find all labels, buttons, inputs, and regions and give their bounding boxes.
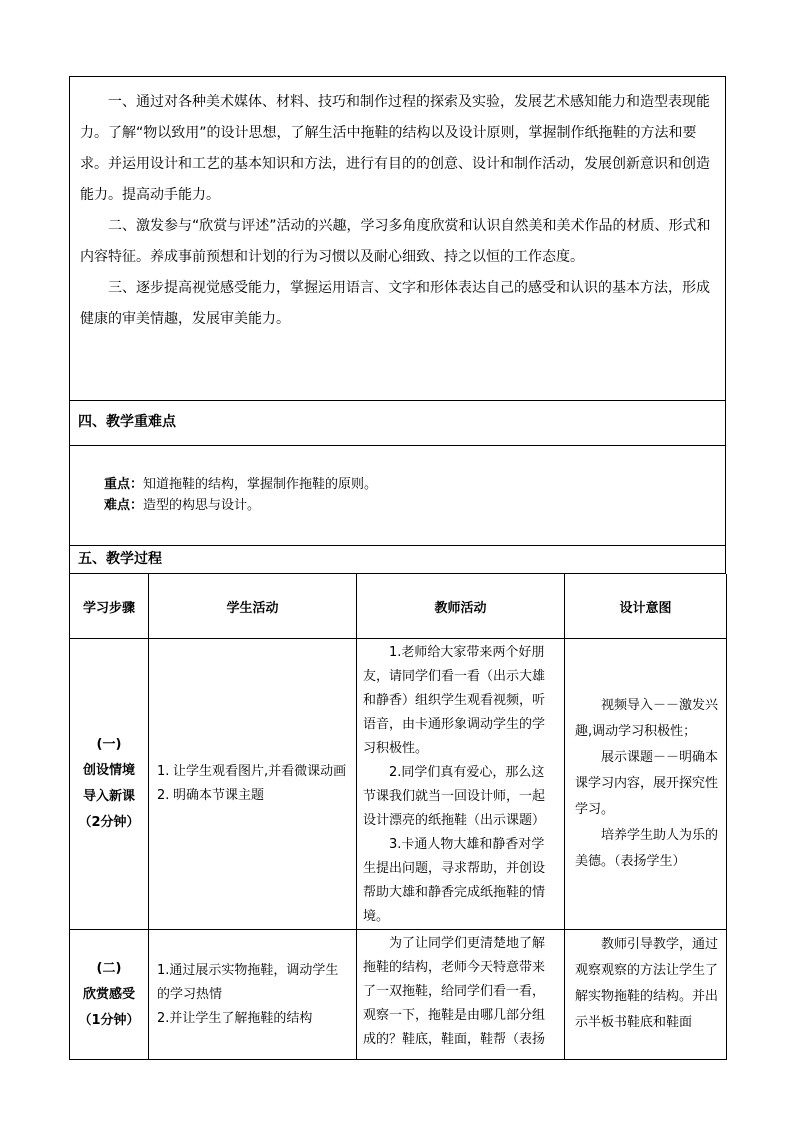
teacher-paragraph: 为了让同学们更清楚地了解拖鞋的结构，老师今天特意带来了一双拖鞋，给同学们看一看，观察一下，拖鞋是由哪几部分组成的？鞋底，鞋面，鞋帮（表扬	[363, 936, 546, 1047]
step-title-line2: 导入新课	[82, 789, 135, 804]
teacher-paragraph: 3.卡通人物大雄和静香对学生提出问题，寻求帮助，并创设帮助大雄和静香完成纸拖鞋的情境。	[363, 837, 546, 924]
teacher-paragraph: 2.同学们真有爱心，那么这节课我们就当一回设计师，一起设计漂亮的纸拖鞋（出示课题）	[363, 765, 546, 828]
difficulty-label: 难点：	[104, 498, 144, 513]
step-duration: （2分钟）	[78, 815, 140, 830]
process-table	[69, 574, 727, 1060]
teacher-cell	[357, 639, 565, 930]
design-paragraph: 培养学生助人为乐的美德。（表扬学生）	[575, 828, 719, 869]
step-duration: （1分钟）	[78, 1012, 140, 1028]
key-label: 重点：	[104, 477, 144, 492]
design-paragraph: 视频导入－－激发兴趣,调动学习积极性；	[575, 698, 719, 739]
step-number: (二)	[96, 960, 122, 976]
table-row	[70, 639, 727, 930]
list-item: 1.通过展示实物拖鞋，调动学生的学习热情	[157, 962, 339, 1002]
list-number: 2.	[157, 788, 170, 803]
section5-heading: 五、教学过程	[69, 546, 726, 574]
student-cell	[149, 930, 357, 1060]
table-row	[70, 930, 727, 1060]
step-title: 欣赏感受	[82, 986, 135, 1002]
objective-3: 三、逐步提高视觉感受能力，掌握运用语言、文字和形体表达自己的感受和认识的基本方法，形成健康的审美情趣，发展审美能力。	[80, 280, 710, 327]
objectives-section	[69, 76, 726, 401]
section4-heading: 四、教学重难点	[69, 401, 726, 446]
list-item	[149, 784, 356, 808]
difficult-point	[104, 495, 725, 516]
step-cell	[70, 639, 149, 930]
list-text: 明确本节课主题	[173, 788, 265, 803]
key-text: 知道拖鞋的结构，掌握制作拖鞋的原则。	[143, 477, 378, 492]
key-point	[104, 474, 725, 495]
header-teacher: 教师活动	[357, 574, 565, 639]
step-number: (一)	[96, 737, 122, 752]
teacher-paragraph: 1.老师给大家带来两个好朋友，请同学们看一看（出示大雄和静香）组织学生观看视频，听语音，由卡通形象调动学生的学习积极性。	[363, 645, 546, 756]
student-cell	[149, 639, 357, 930]
header-step: 学习步骤	[70, 574, 149, 639]
list-number: 1.	[157, 764, 170, 779]
table-header-row	[70, 574, 727, 639]
step-cell	[70, 930, 149, 1060]
header-design: 设计意图	[565, 574, 727, 639]
header-student: 学生活动	[149, 574, 357, 639]
objective-2: 二、激发参与“欣赏与评述”活动的兴趣，学习多角度欣赏和认识自然美和美术作品的材质、形式和内容特征。养成事前预想和计划的行为习惯以及耐心细致、持之以恒的工作态度。	[80, 218, 711, 265]
teacher-cell	[357, 930, 565, 1060]
document-page	[69, 76, 726, 1060]
objective-1: 一、通过对各种美术媒体、材料、技巧和制作过程的探索及实验，发展艺术感知能力和造型表现能力。了解“物以致用”的设计思想，了解生活中拖鞋的结构以及设计原则，掌握制作纸拖鞋的方法和要求。并运用设计和工艺的基本知识和方法，进行有目的的创意、设计和制作活动，发展创新意识和创造能力。提高动手能力。	[80, 94, 710, 203]
list-text: 让学生观看图片,并看微课动画	[173, 764, 347, 779]
student-activity-list	[149, 760, 356, 808]
design-paragraph: 教师引导教学，通过观察观察的方法让学生了解实物拖鞋的结构。并出示半板书鞋底和鞋面	[575, 937, 719, 1030]
design-paragraph: 展示课题－－明确本课学习内容，展开探究性学习。	[575, 750, 719, 817]
difficulty-text: 造型的构思与设计。	[143, 498, 261, 513]
design-cell	[565, 930, 727, 1060]
keypoints-section	[69, 446, 726, 546]
list-item: 2.并让学生了解拖鞋的结构	[157, 1010, 313, 1026]
student-activity-list	[149, 959, 356, 1031]
list-item	[149, 760, 356, 784]
design-cell	[565, 639, 727, 930]
step-title-line1: 创设情境	[82, 763, 135, 778]
